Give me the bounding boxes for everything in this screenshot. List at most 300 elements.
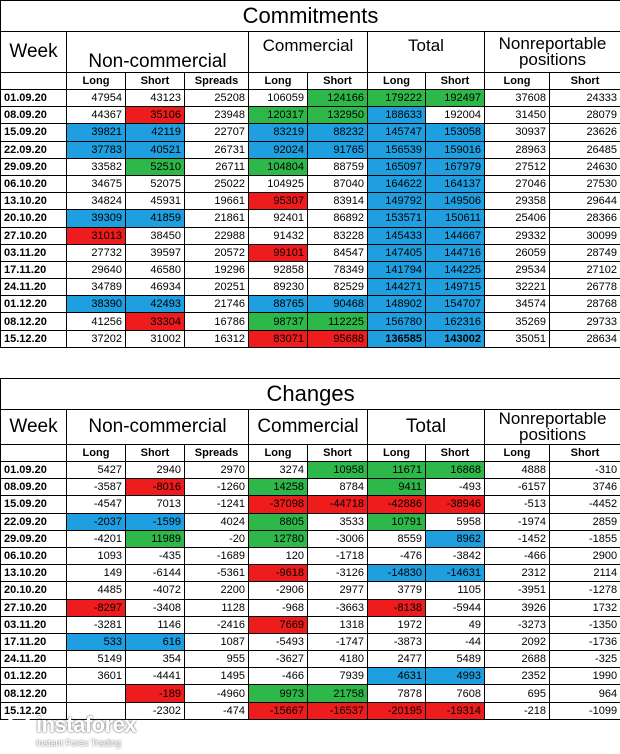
value-cell: 2200 (185, 582, 249, 599)
value-cell: 41859 (126, 210, 185, 227)
total-header: Total (368, 410, 485, 445)
table-row (1, 496, 620, 513)
column-header: Long (67, 445, 126, 462)
value-cell: 83914 (308, 193, 368, 210)
table-row (1, 279, 620, 296)
value-cell: -6157 (485, 479, 550, 496)
week-cell: 15.09.20 (1, 496, 67, 513)
value-cell: 104804 (249, 158, 308, 175)
value-cell: -2416 (185, 616, 249, 633)
column-header: Long (485, 73, 550, 90)
value-cell: 95307 (249, 193, 308, 210)
value-cell: -20195 (368, 702, 426, 719)
column-header: Short (126, 445, 185, 462)
value-cell: 16868 (426, 462, 485, 479)
column-header: Short (308, 73, 368, 90)
value-cell: 695 (485, 685, 550, 702)
column-header: Short (426, 445, 485, 462)
value-cell: 37783 (67, 141, 126, 158)
week-cell: 01.12.20 (1, 296, 67, 313)
week-cell: 15.12.20 (1, 330, 67, 347)
week-cell: 27.10.20 (1, 599, 67, 616)
value-cell: 10958 (308, 462, 368, 479)
value-cell: 35106 (126, 107, 185, 124)
table-row (1, 616, 620, 633)
value-cell: 1128 (185, 599, 249, 616)
value-cell: 188633 (368, 107, 426, 124)
value-cell: 153571 (368, 210, 426, 227)
value-cell: 33304 (126, 313, 185, 330)
value-cell: 91432 (249, 227, 308, 244)
week-cell: 27.10.20 (1, 227, 67, 244)
value-cell: 2114 (550, 565, 620, 582)
value-cell: -9618 (249, 565, 308, 582)
value-cell: -1350 (550, 616, 620, 633)
value-cell: 2477 (368, 651, 426, 668)
value-cell: 31002 (126, 330, 185, 347)
table-row (1, 513, 620, 530)
value-cell: 30937 (485, 124, 550, 141)
week-header: Week (1, 410, 67, 445)
value-cell: 37202 (67, 330, 126, 347)
value-cell: -4072 (126, 582, 185, 599)
column-header: Long (485, 445, 550, 462)
value-cell: -8016 (126, 479, 185, 496)
changes-table (0, 378, 620, 720)
value-cell: 9411 (368, 479, 426, 496)
value-cell: 27102 (550, 261, 620, 278)
value-cell: 28079 (550, 107, 620, 124)
value-cell: 27732 (67, 244, 126, 261)
value-cell: 88759 (308, 158, 368, 175)
value-cell: 20572 (185, 244, 249, 261)
value-cell: 136585 (368, 330, 426, 347)
value-cell: 3533 (308, 513, 368, 530)
value-cell: -38946 (426, 496, 485, 513)
week-cell: 08.12.20 (1, 313, 67, 330)
value-cell: -2906 (249, 582, 308, 599)
week-cell: 01.09.20 (1, 90, 67, 107)
value-cell: -218 (485, 702, 550, 719)
value-cell: 7939 (308, 668, 368, 685)
value-cell: 40521 (126, 141, 185, 158)
nonreportable-header: Nonreportable positions (485, 32, 620, 73)
value-cell: 86892 (308, 210, 368, 227)
value-cell: 11671 (368, 462, 426, 479)
value-cell: 33582 (67, 158, 126, 175)
week-cell: 08.12.20 (1, 685, 67, 702)
value-cell: -14631 (426, 565, 485, 582)
value-cell: -1241 (185, 496, 249, 513)
value-cell: 1732 (550, 599, 620, 616)
value-cell (67, 685, 126, 702)
value-cell: -44 (426, 633, 485, 650)
column-header: Short (426, 73, 485, 90)
table-row (1, 90, 620, 107)
column-header: Long (249, 73, 308, 90)
week-cell: 01.09.20 (1, 462, 67, 479)
table-row (1, 244, 620, 261)
value-cell: -189 (126, 685, 185, 702)
value-cell: 5958 (426, 513, 485, 530)
value-cell: 3779 (368, 582, 426, 599)
week-cell: 24.11.20 (1, 279, 67, 296)
value-cell: 28963 (485, 141, 550, 158)
value-cell: 30099 (550, 227, 620, 244)
value-cell: 964 (550, 685, 620, 702)
value-cell: -3273 (485, 616, 550, 633)
brand-name: instaforex (36, 712, 137, 737)
value-cell: -16537 (308, 702, 368, 719)
value-cell: 23626 (550, 124, 620, 141)
value-cell: 39821 (67, 124, 126, 141)
value-cell: 1105 (426, 582, 485, 599)
value-cell: -2037 (67, 513, 126, 530)
noncommercial-header: Non-commercial (67, 32, 249, 73)
value-cell: 82529 (308, 279, 368, 296)
value-cell: 156780 (368, 313, 426, 330)
value-cell: 156539 (368, 141, 426, 158)
value-cell: 28366 (550, 210, 620, 227)
column-header: Short (308, 445, 368, 462)
column-header: Long (67, 73, 126, 90)
value-cell: 104925 (249, 175, 308, 192)
value-cell: -3842 (426, 547, 485, 564)
value-cell: 164622 (368, 175, 426, 192)
value-cell: 164137 (426, 175, 485, 192)
value-cell: 34574 (485, 296, 550, 313)
value-cell: 148902 (368, 296, 426, 313)
table-row (1, 261, 620, 278)
value-cell: 26731 (185, 141, 249, 158)
week-cell: 13.10.20 (1, 193, 67, 210)
value-cell: 20251 (185, 279, 249, 296)
value-cell: 28768 (550, 296, 620, 313)
value-cell: -4960 (185, 685, 249, 702)
table-row (1, 479, 620, 496)
value-cell: -1452 (485, 530, 550, 547)
value-cell: 120317 (249, 107, 308, 124)
value-cell: -42886 (368, 496, 426, 513)
value-cell: 2970 (185, 462, 249, 479)
value-cell: 7013 (126, 496, 185, 513)
value-cell: 5427 (67, 462, 126, 479)
commercial-header: Commercial (249, 32, 368, 73)
commitments-body (1, 90, 620, 348)
value-cell: -493 (426, 479, 485, 496)
week-cell: 15.09.20 (1, 124, 67, 141)
table-row (1, 158, 620, 175)
week-header: Week (1, 32, 67, 73)
value-cell: 39309 (67, 210, 126, 227)
brand-mark-icon (6, 714, 32, 740)
value-cell: 3274 (249, 462, 308, 479)
value-cell: -8297 (67, 599, 126, 616)
value-cell: 4993 (426, 668, 485, 685)
value-cell: 34675 (67, 175, 126, 192)
value-cell: -1599 (126, 513, 185, 530)
value-cell: 35051 (485, 330, 550, 347)
value-cell: 8805 (249, 513, 308, 530)
value-cell: -466 (249, 668, 308, 685)
value-cell: 1318 (308, 616, 368, 633)
value-cell: 955 (185, 651, 249, 668)
value-cell: 4024 (185, 513, 249, 530)
value-cell: -474 (185, 702, 249, 719)
value-cell: 28634 (550, 330, 620, 347)
value-cell: 120 (249, 547, 308, 564)
week-cell: 17.11.20 (1, 633, 67, 650)
value-cell: 2688 (485, 651, 550, 668)
value-cell: 52510 (126, 158, 185, 175)
value-cell: 44367 (67, 107, 126, 124)
value-cell: 4631 (368, 668, 426, 685)
value-cell: 27046 (485, 175, 550, 192)
value-cell: 2092 (485, 633, 550, 650)
value-cell: -4201 (67, 530, 126, 547)
value-cell: -4547 (67, 496, 126, 513)
week-cell: 06.10.20 (1, 547, 67, 564)
value-cell: 16312 (185, 330, 249, 347)
value-cell: 147405 (368, 244, 426, 261)
value-cell: 99101 (249, 244, 308, 261)
value-cell: 2859 (550, 513, 620, 530)
column-header: Short (550, 73, 620, 90)
value-cell: 29733 (550, 313, 620, 330)
value-cell: 29358 (485, 193, 550, 210)
value-cell: 1093 (67, 547, 126, 564)
value-cell: -3627 (249, 651, 308, 668)
value-cell: 144225 (426, 261, 485, 278)
value-cell: 84547 (308, 244, 368, 261)
value-cell: 150611 (426, 210, 485, 227)
value-cell: -1278 (550, 582, 620, 599)
value-cell: 149 (67, 565, 126, 582)
table-row (1, 330, 620, 347)
value-cell: 28749 (550, 244, 620, 261)
subheader-blank (1, 445, 67, 462)
value-cell: 25022 (185, 175, 249, 192)
total-header: Total (368, 32, 485, 73)
commitments-subheader-row (1, 73, 620, 90)
week-cell: 29.09.20 (1, 158, 67, 175)
value-cell: 2352 (485, 668, 550, 685)
value-cell: -3663 (308, 599, 368, 616)
value-cell: 98737 (249, 313, 308, 330)
value-cell: 144667 (426, 227, 485, 244)
table-row (1, 651, 620, 668)
value-cell: -2302 (126, 702, 185, 719)
value-cell: 7608 (426, 685, 485, 702)
column-header: Spreads (185, 445, 249, 462)
value-cell: -3006 (308, 530, 368, 547)
value-cell: 7669 (249, 616, 308, 633)
week-cell: 20.10.20 (1, 210, 67, 227)
value-cell: -513 (485, 496, 550, 513)
table-row (1, 633, 620, 650)
value-cell: 42493 (126, 296, 185, 313)
value-cell: 12780 (249, 530, 308, 547)
table-row (1, 582, 620, 599)
value-cell: 3601 (67, 668, 126, 685)
value-cell: -1689 (185, 547, 249, 564)
value-cell: 159016 (426, 141, 485, 158)
value-cell: 192004 (426, 107, 485, 124)
week-cell: 22.09.20 (1, 141, 67, 158)
value-cell: -466 (485, 547, 550, 564)
value-cell: -476 (368, 547, 426, 564)
value-cell: 88232 (308, 124, 368, 141)
value-cell: 29640 (67, 261, 126, 278)
value-cell: -968 (249, 599, 308, 616)
week-cell: 01.12.20 (1, 668, 67, 685)
value-cell: 10791 (368, 513, 426, 530)
value-cell: 27512 (485, 158, 550, 175)
brand-tagline: Instant Forex Trading (36, 738, 122, 748)
value-cell: 47954 (67, 90, 126, 107)
week-cell: 15.12.20 (1, 702, 67, 719)
value-cell: 49 (426, 616, 485, 633)
value-cell: -4441 (126, 668, 185, 685)
table-row (1, 175, 620, 192)
value-cell: 153058 (426, 124, 485, 141)
value-cell: 21758 (308, 685, 368, 702)
value-cell: 91765 (308, 141, 368, 158)
value-cell: 3746 (550, 479, 620, 496)
value-cell: 354 (126, 651, 185, 668)
week-cell: 20.10.20 (1, 582, 67, 599)
value-cell: 124166 (308, 90, 368, 107)
value-cell: 26485 (550, 141, 620, 158)
value-cell: 3926 (485, 599, 550, 616)
value-cell: 42119 (126, 124, 185, 141)
column-header: Spreads (185, 73, 249, 90)
value-cell: 90468 (308, 296, 368, 313)
value-cell: 149506 (426, 193, 485, 210)
value-cell: 35269 (485, 313, 550, 330)
value-cell: 46934 (126, 279, 185, 296)
value-cell: 16786 (185, 313, 249, 330)
table-row (1, 462, 620, 479)
week-cell: 08.09.20 (1, 107, 67, 124)
week-cell: 29.09.20 (1, 530, 67, 547)
commercial-header: Commercial (249, 410, 368, 445)
value-cell: -15667 (249, 702, 308, 719)
table-row (1, 599, 620, 616)
value-cell: -1260 (185, 479, 249, 496)
table-row (1, 141, 620, 158)
week-cell: 13.10.20 (1, 565, 67, 582)
column-header: Short (126, 73, 185, 90)
commitments-title: Commitments (1, 1, 620, 32)
value-cell: 2312 (485, 565, 550, 582)
value-cell: 1972 (368, 616, 426, 633)
value-cell: -3951 (485, 582, 550, 599)
value-cell: 34789 (67, 279, 126, 296)
value-cell: -1974 (485, 513, 550, 530)
week-cell: 03.11.20 (1, 244, 67, 261)
value-cell: 29644 (550, 193, 620, 210)
value-cell: 2900 (550, 547, 620, 564)
brand-logo (6, 712, 176, 752)
value-cell: 154707 (426, 296, 485, 313)
value-cell: 165097 (368, 158, 426, 175)
value-cell: -3126 (308, 565, 368, 582)
value-cell: 83219 (249, 124, 308, 141)
table-row (1, 530, 620, 547)
value-cell: 4888 (485, 462, 550, 479)
value-cell: 162316 (426, 313, 485, 330)
week-cell: 24.11.20 (1, 651, 67, 668)
table-row (1, 547, 620, 564)
value-cell: -435 (126, 547, 185, 564)
value-cell: 167979 (426, 158, 485, 175)
value-cell: 92024 (249, 141, 308, 158)
value-cell: -310 (550, 462, 620, 479)
value-cell: 106059 (249, 90, 308, 107)
commitments-table (0, 0, 620, 348)
value-cell: 52075 (126, 175, 185, 192)
value-cell: 78349 (308, 261, 368, 278)
value-cell: 533 (67, 633, 126, 650)
value-cell: 45931 (126, 193, 185, 210)
table-row (1, 565, 620, 582)
value-cell: 29534 (485, 261, 550, 278)
week-cell: 22.09.20 (1, 513, 67, 530)
value-cell: -3873 (368, 633, 426, 650)
subheader-blank (1, 73, 67, 90)
value-cell: 112225 (308, 313, 368, 330)
table-row (1, 193, 620, 210)
value-cell: 22988 (185, 227, 249, 244)
column-header: Long (368, 445, 426, 462)
table-row (1, 227, 620, 244)
value-cell: 39597 (126, 244, 185, 261)
value-cell: 83071 (249, 330, 308, 347)
value-cell: -325 (550, 651, 620, 668)
week-cell: 17.11.20 (1, 261, 67, 278)
table-row (1, 124, 620, 141)
value-cell: -3408 (126, 599, 185, 616)
value-cell: 21746 (185, 296, 249, 313)
column-header: Short (550, 445, 620, 462)
week-cell: 03.11.20 (1, 616, 67, 633)
value-cell: 1087 (185, 633, 249, 650)
value-cell: -5944 (426, 599, 485, 616)
value-cell: 7878 (368, 685, 426, 702)
value-cell: 19296 (185, 261, 249, 278)
value-cell: 179222 (368, 90, 426, 107)
value-cell: 34824 (67, 193, 126, 210)
value-cell: 25208 (185, 90, 249, 107)
value-cell: 89230 (249, 279, 308, 296)
value-cell: 2977 (308, 582, 368, 599)
value-cell: 43123 (126, 90, 185, 107)
value-cell: -5361 (185, 565, 249, 582)
value-cell: 38390 (67, 296, 126, 313)
value-cell: 31013 (67, 227, 126, 244)
value-cell: -1099 (550, 702, 620, 719)
value-cell: 5149 (67, 651, 126, 668)
value-cell: 141794 (368, 261, 426, 278)
value-cell: 8559 (368, 530, 426, 547)
value-cell: 145747 (368, 124, 426, 141)
changes-subheader-row (1, 445, 620, 462)
value-cell: 149715 (426, 279, 485, 296)
value-cell: 26778 (550, 279, 620, 296)
value-cell: 616 (126, 633, 185, 650)
value-cell: -3281 (67, 616, 126, 633)
